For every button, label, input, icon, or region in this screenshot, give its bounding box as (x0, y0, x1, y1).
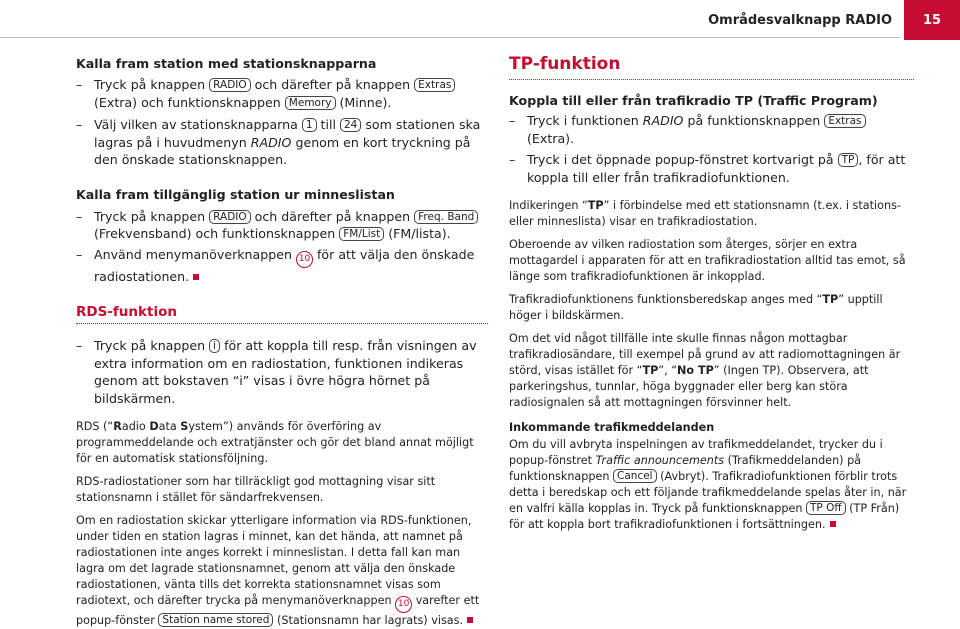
paragraph: Om en radiostation skickar ytterligare information via RDS-funktionen, under tiden en station lagras i minnet, kan det hända, att namnet på radiostationen inte anges korrekt i minneslistan. I detta fall kan man lagra om det lagrade stationsnamnet, genom att välja den önskade radiostationen, vänta tills det korrekta stationsnamnet visas som radiotext, och därefter trycka på menymanöverknappen 10 varefter ett popup-fönster Station name stored (Stationsnamn har lagrats) visas. (76, 514, 480, 627)
freq-band-key: Freq. Band (414, 210, 478, 224)
paragraph: Om du vill avbryta inspelningen av trafikmeddelandet, trycker du i popup-fönstret Traffic announcements (Trafikmeddelanden) på funktionsknappen Cancel (Avbryt). Trafikradiofunktionen förblir trots detta i beredskap och ett följande trafikmeddelande spelas åter in, när en valfri källa kopplas in. Tryck på funktionsknappen TP Off (TP Från) för att koppla bort trafikradiofunktionen i fortsättningen. (509, 438, 907, 531)
station-key-1: 1 (302, 118, 317, 132)
tp-off-key: TP Off (806, 501, 846, 515)
tp-heading: TP-funktion (509, 53, 914, 80)
list-item: – Tryck på knappen RADIO och därefter på knappen Extras (Extra) och funktionsknappen Memory (Minne). (76, 76, 488, 111)
end-square-icon (830, 521, 836, 527)
paragraph: Indikeringen “TP” i förbindelse med ett stationsnamn (t.ex. i stations- eller minneslista) visar en trafikradiostation. (509, 199, 901, 228)
section-heading: Kalla fram tillgänglig station ur minneslistan (76, 186, 395, 202)
station-name-stored-key: Station name stored (158, 613, 273, 627)
list-item: – Välj vilken av stationsknapparna 1 till 24 som stationen ska lagras på i huvudmenyn RADIO genom en kort tryckning på den önskade stationsknappen. (76, 117, 481, 167)
paragraph: Trafikradiofunktionens funktionsberedskap anges med “TP” upptill höger i bildskärmen. (509, 293, 883, 322)
end-square-icon (467, 617, 473, 623)
paragraph: Oberoende av vilken radiostation som återges, sörjer en extra mottagardel i apparaten för att en trafikradiostation alltid tas emot, så länge som trafikradiofunktionen är inkopplad. (509, 238, 906, 283)
section-heading: Kalla fram station med stationsknapparna (76, 56, 377, 71)
list-item: – Tryck i det öppnade popup-fönstret kortvarigt på TP , för att koppla till eller från trafikradiofunktionen. (509, 152, 906, 185)
tp-key: TP (838, 153, 859, 167)
info-key: i (209, 339, 220, 353)
right-column (509, 48, 914, 533)
end-square-icon (193, 274, 199, 280)
cancel-key: Cancel (613, 469, 657, 483)
rds-heading: RDS-funktion (76, 303, 488, 324)
fm-list-key: FM/List (339, 227, 384, 241)
list-item: – Använd menymanöverknappen 10 för att välja den önskade radiostationen. (76, 246, 475, 284)
page-number: 15 (904, 0, 960, 40)
list-item: – Tryck i funktionen RADIO på funktionsknappen Extras (Extra). (509, 112, 914, 147)
header-title: Områdesvalknapp RADIO (708, 13, 892, 28)
extras-key: Extras (824, 114, 865, 128)
station-key-24: 24 (340, 118, 361, 132)
menu-knob-10-icon: 10 (296, 251, 313, 268)
section-heading: Inkommande trafikmeddelanden (509, 421, 715, 434)
paragraph: RDS (“Radio Data System”) används för överföring av programmeddelande och extratjänster och gör det bland annat möjligt för en automatisk stationsföljning. (76, 420, 474, 465)
paragraph: Om det vid något tillfälle inte skulle finnas någon mottagbar trafikradiosändare, till exempel på grund av att radiomottagningen är störd, visas istället för “TP”, “No TP” (Ingen TP). Observera, att parkeringshus, tunnlar, höga byggnader eller berg kan störa radiosignalen så att mottagningen försvinner helt. (509, 332, 901, 409)
menu-knob-10-icon: 10 (395, 596, 412, 613)
paragraph: RDS-radiostationer som har tillräckligt god mottagning visar sitt stationsnamn i stället för sändarfrekvensen. (76, 475, 436, 504)
memory-key: Memory (285, 96, 336, 110)
radio-key: RADIO (209, 78, 251, 92)
section-heading: Koppla till eller från trafikradio TP (Traffic Program) (509, 93, 878, 108)
header-rule (0, 37, 900, 38)
extras-key: Extras (414, 78, 455, 92)
left-column (76, 48, 488, 629)
list-item: – Tryck på knappen i för att koppla till resp. från visningen av extra information om en radiostation, funktionen indikeras genom att bokstaven “i” visas i övre högra hörnet på bildskärmen. (76, 338, 477, 406)
radio-key: RADIO (209, 210, 251, 224)
page-header (0, 0, 960, 40)
list-item: – Tryck på knappen RADIO och därefter på knappen Freq. Band (Frekvensband) och funktionsknappen FM/List (FM/lista). (76, 208, 488, 243)
